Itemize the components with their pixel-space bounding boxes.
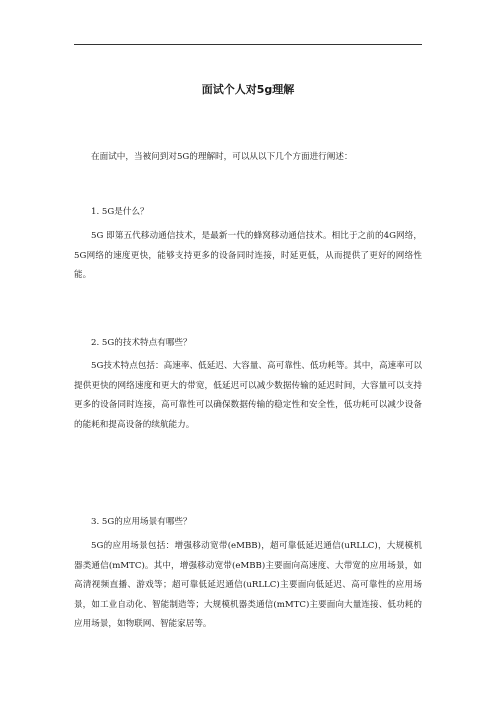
section-body-3: 5G的应用场景包括：增强移动宽带(eMBB)，超可靠低延迟通信(uRLLC)，大规模机器类通信(mMTC)。其中，增强移动宽带(eMBB)主要面向高速度、大带宽的应用场景，如高清视频直播、游戏等；超可靠低延迟通信(uRLLC)主要面向低延迟、高可靠性的应用场景，如工业自动化、智能制造等；大规模机器类通信(mMTC)主要面向大量连接、低功耗的应用场景，如物联网、智能家居等。 bbox=[74, 541, 422, 630]
document-title: 面试个人对5g理解 bbox=[201, 83, 295, 96]
header-rule bbox=[74, 44, 422, 45]
section-heading-1: 1. 5G是什么？ bbox=[91, 207, 149, 217]
section-body-2: 5G技术特点包括：高速率、低延迟、大容量、高可靠性、低功耗等。其中，高速率可以提供更快的网络速度和更大的带宽，低延迟可以减少数据传输的延迟时间，大容量可以支持更多的设备同时连接，高可靠性可以确保数据传输的稳定性和安全性，低功耗可以减少设备的能耗和提高设备的续航能力。 bbox=[74, 361, 422, 430]
section-body-1: 5G 即第五代移动通信技术，是最新一代的蜂窝移动通信技术。相比于之前的4G网络，5G网络的速度更快，能够支持更多的设备同时连接，时延更低，从而提供了更好的网络性能。 bbox=[74, 231, 422, 281]
intro-paragraph: 在面试中，当被问到对5G的理解时，可以从以下几个方面进行阐述： bbox=[91, 152, 353, 162]
section-heading-3: 3. 5G的应用场景有哪些？ bbox=[91, 517, 192, 527]
section-heading-2: 2. 5G的技术特点有哪些？ bbox=[91, 338, 192, 348]
